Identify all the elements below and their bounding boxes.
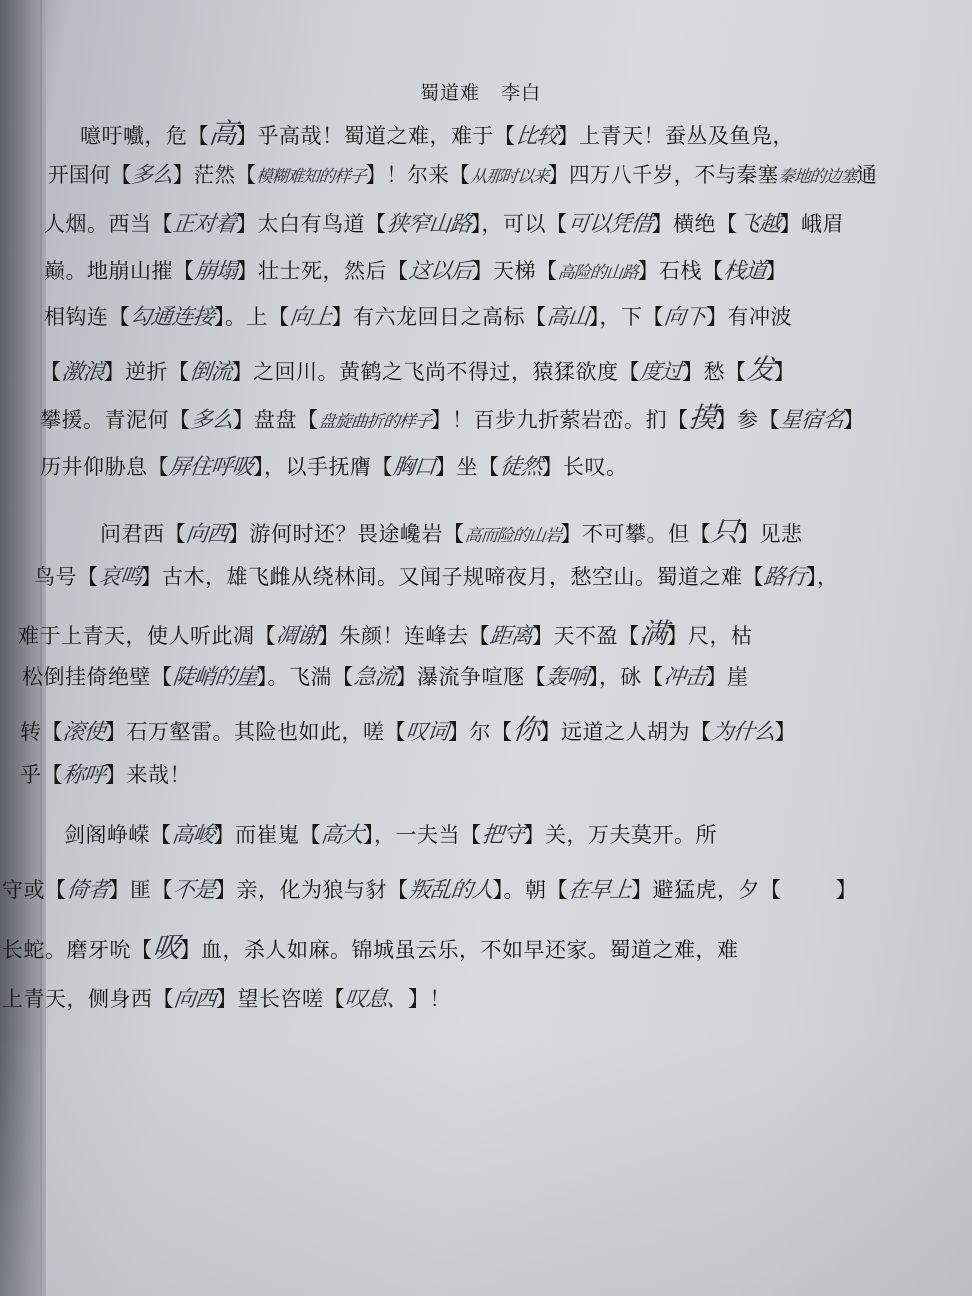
poem-line xyxy=(40,450,628,481)
handwritten-annotation: 为什么 xyxy=(710,720,776,745)
printed-text: 】四万八千岁，不与秦塞 xyxy=(548,163,779,187)
poem-line xyxy=(2,982,451,1013)
printed-text: 】有六龙回日之高标【 xyxy=(331,305,547,329)
printed-text: 鸟号【 xyxy=(34,565,99,589)
handwritten-annotation: 高山 xyxy=(545,305,590,330)
printed-text: 】不可攀。但【 xyxy=(560,522,712,546)
printed-text: 历井仰胁息【 xyxy=(40,455,169,479)
handwritten-annotation: 吸 xyxy=(150,931,182,964)
handwritten-annotation: 你 xyxy=(510,713,542,746)
printed-text: 】横绝【 xyxy=(651,212,738,236)
printed-text: 剑阁峥嵘【 xyxy=(64,823,172,847)
printed-text: 】古木，雄飞雌从绕林间。又闻子规啼夜月，愁空山。蜀道之难【 xyxy=(140,565,765,589)
printed-text: 】盘盘【 xyxy=(232,408,319,432)
printed-text: 】望长咨嗟【 xyxy=(216,987,346,1011)
printed-text: 】血，杀人如麻。锦城虽云乐，不如早还家。蜀道之难，难 xyxy=(179,938,739,962)
printed-text: 噫吁嚱，危【 xyxy=(80,124,209,148)
printed-text: 长蛇。磨牙吮【 xyxy=(2,938,153,962)
printed-text: 】茫然【 xyxy=(172,163,257,187)
handwritten-annotation: 飞越 xyxy=(736,212,781,237)
poem-line xyxy=(100,510,803,550)
poem-line xyxy=(20,758,191,789)
printed-text: 】！尔来【 xyxy=(365,163,471,187)
poem-line xyxy=(18,612,753,652)
printed-text: 】 xyxy=(765,259,788,283)
printed-text: 】乎高哉！蜀道之难，难于【 xyxy=(236,124,516,148)
printed-text: 转【 xyxy=(20,720,63,744)
printed-text: 【 xyxy=(40,360,62,384)
printed-text: 】，下【 xyxy=(588,305,665,329)
handwritten-annotation: 哀鸣 xyxy=(96,565,142,590)
poem-line xyxy=(80,112,794,152)
handwritten-annotation: 只 xyxy=(709,515,740,548)
printed-text: 】，以手抚膺【 xyxy=(253,455,394,479)
printed-text: 巅。地崩山摧【 xyxy=(44,259,195,283)
poem-line xyxy=(22,660,749,691)
printed-text: 难于上青天，使人听此凋【 xyxy=(18,624,276,648)
printed-text: 】亲，化为狼与豺【 xyxy=(215,878,409,902)
handwritten-annotation: 向西 xyxy=(184,522,230,547)
printed-text: 】 xyxy=(774,720,797,744)
handwritten-annotation: 向下 xyxy=(662,305,708,330)
printed-text: 】之回川。黄鹤之飞尚不得过，猿猱欲度【 xyxy=(231,360,641,384)
handwritten-annotation: 高大 xyxy=(319,823,365,848)
handwritten-annotation: 冲击 xyxy=(662,665,707,690)
printed-text: 通 xyxy=(856,163,878,187)
handwritten-annotation: 叹息、 xyxy=(343,987,410,1012)
printed-text: 】远道之人胡为【 xyxy=(539,720,712,744)
poem-line xyxy=(40,348,795,388)
printed-text: 乎【 xyxy=(20,763,63,787)
handwritten-annotation: 叛乱的人 xyxy=(407,878,494,903)
handwritten-annotation: 倚者 xyxy=(64,878,110,903)
handwritten-annotation: 滚使 xyxy=(61,720,107,745)
handwritten-annotation: 比较 xyxy=(513,124,559,149)
printed-text: 】朱颜！连峰去【 xyxy=(318,624,491,648)
handwritten-annotation: 这以后 xyxy=(406,259,473,284)
printed-text: 】坐【 xyxy=(435,455,500,479)
handwritten-annotation: 秦地的边塞 xyxy=(777,167,858,187)
printed-text: 】来哉！ xyxy=(105,763,192,787)
printed-text: 】有冲波 xyxy=(706,305,793,329)
printed-text: 】而崔嵬【 xyxy=(213,823,322,847)
handwritten-annotation: 徒然 xyxy=(498,455,543,480)
printed-text: 】。飞湍【 xyxy=(256,665,354,689)
printed-text: 】天梯【 xyxy=(471,259,558,283)
printed-text: 人烟。西当【 xyxy=(44,212,173,236)
handwritten-annotation: 路行 xyxy=(762,565,808,590)
poem-line xyxy=(48,158,877,189)
handwritten-annotation: 星宿名 xyxy=(778,408,845,433)
printed-text: 】尔【 xyxy=(448,720,513,744)
printed-text: 松倒挂倚绝壁【 xyxy=(22,665,173,689)
handwritten-annotation: 高险的山路 xyxy=(556,263,639,283)
printed-text: 】崖 xyxy=(705,665,749,689)
printed-text: 】尺，枯 xyxy=(666,624,753,648)
printed-text: 上青天，侧身西【 xyxy=(2,987,174,1011)
poem-line xyxy=(2,926,739,966)
handwritten-annotation: 凋谢 xyxy=(274,624,320,649)
printed-text: 】关，万夫莫开。所 xyxy=(523,823,718,847)
handwritten-annotation: 度过 xyxy=(638,360,684,385)
printed-text: 】匪【 xyxy=(108,878,174,902)
handwritten-annotation: 栈道 xyxy=(722,259,767,284)
printed-text: 】，可以【 xyxy=(470,212,568,236)
handwritten-annotation: 向上 xyxy=(287,305,333,330)
printed-text: 】石栈【 xyxy=(637,259,724,283)
poem-line xyxy=(20,708,796,748)
printed-text: 】。上【 xyxy=(214,305,290,329)
handwritten-annotation: 狭窄山路 xyxy=(384,212,472,237)
printed-text: 】。朝【 xyxy=(492,878,569,902)
poem-line xyxy=(2,866,857,906)
handwritten-annotation: 胸口 xyxy=(391,455,437,480)
handwritten-annotation: 高 xyxy=(207,117,238,150)
poem-line xyxy=(44,300,792,331)
handwritten-annotation: 急流 xyxy=(351,665,397,690)
handwritten-annotation: 多么 xyxy=(188,408,234,433)
poem-line xyxy=(44,207,844,238)
handwritten-annotation: 崩塌 xyxy=(192,259,238,284)
printed-text: 】游何时还？畏途巉岩【 xyxy=(228,522,465,546)
printed-text: 】壮士死，然后【 xyxy=(236,259,409,283)
handwritten-annotation: 称呼 xyxy=(61,763,107,788)
printed-text: 】 xyxy=(773,360,796,384)
printed-text: 开国何【 xyxy=(48,163,132,187)
poem-title-block xyxy=(420,78,555,105)
handwritten-annotation: 陡峭的崖 xyxy=(170,665,258,690)
handwritten-annotation: 屏住呼吸 xyxy=(167,455,255,480)
printed-text: 】，砯【 xyxy=(588,665,664,689)
handwritten-annotation: 模糊难知的样子 xyxy=(255,167,367,187)
handwritten-annotation: 盘旋曲折的样子 xyxy=(317,412,432,432)
handwritten-annotation: 高峻 xyxy=(169,823,215,848)
handwritten-annotation: 在早上 xyxy=(566,878,633,903)
printed-text: 】！百步九折萦岩峦。扪【 xyxy=(430,408,689,432)
printed-text: 】瀑流争喧豗【 xyxy=(395,665,547,689)
handwritten-annotation: 倒流 xyxy=(187,360,233,385)
handwritten-annotation: 距离 xyxy=(488,624,534,649)
handwritten-annotation: 摸 xyxy=(686,401,718,434)
printed-text: 】避猛虎，夕【 xyxy=(631,878,782,902)
poem-line xyxy=(44,254,787,285)
printed-text: 】逆折【 xyxy=(103,360,190,384)
handwritten-annotation: 叹词 xyxy=(404,720,450,745)
handwritten-annotation: 把守 xyxy=(480,823,525,848)
handwritten-annotation: 满 xyxy=(637,617,669,650)
printed-text: 】长叹。 xyxy=(541,455,628,479)
poem-line xyxy=(64,818,717,849)
printed-text: 】， xyxy=(806,565,839,589)
handwritten-annotation: 高而险的山岩 xyxy=(463,526,562,546)
photo-shadow xyxy=(0,1040,972,1296)
printed-text: 】天不盈【 xyxy=(532,624,640,648)
handwritten-annotation: 向西 xyxy=(172,987,218,1012)
printed-text: 】愁【 xyxy=(682,360,747,384)
poem-author: 李白 xyxy=(501,82,542,104)
handwritten-annotation: 发 xyxy=(744,353,776,386)
printed-text: 】上青天！蚕丛及鱼凫， xyxy=(557,124,795,148)
printed-text: 攀援。青泥何【 xyxy=(40,408,191,432)
handwritten-annotation xyxy=(779,866,837,906)
printed-text: 】 xyxy=(835,878,858,902)
printed-text: 】 xyxy=(843,408,865,432)
printed-text: 守或【 xyxy=(2,878,67,902)
printed-text: 】！ xyxy=(408,987,452,1011)
handwritten-annotation: 可以凭借 xyxy=(566,212,653,237)
printed-text: 】参【 xyxy=(715,408,781,432)
printed-text: 】石万壑雷。其险也如此，嗟【 xyxy=(105,720,407,744)
handwritten-annotation: 轰响 xyxy=(544,665,590,690)
printed-text: 问君西【 xyxy=(100,522,186,546)
printed-text: 】见悲 xyxy=(738,522,803,546)
poem-title: 蜀道难 xyxy=(420,82,481,104)
handwritten-annotation: 正对着 xyxy=(171,212,238,237)
printed-text: 相钩连【 xyxy=(44,305,130,329)
handwritten-annotation: 多么 xyxy=(130,163,174,188)
printed-text: 】太白有鸟道【 xyxy=(236,212,387,236)
handwritten-annotation: 激浪 xyxy=(59,360,105,385)
printed-text: 】峨眉 xyxy=(779,212,845,236)
poem-line xyxy=(40,396,865,436)
printed-text: 】，一夫当【 xyxy=(363,823,482,847)
handwritten-annotation: 勾通连接 xyxy=(128,305,216,330)
handwritten-annotation: 从那时以来 xyxy=(468,167,549,187)
poem-line xyxy=(34,560,839,591)
handwritten-annotation: 不是 xyxy=(171,878,217,903)
